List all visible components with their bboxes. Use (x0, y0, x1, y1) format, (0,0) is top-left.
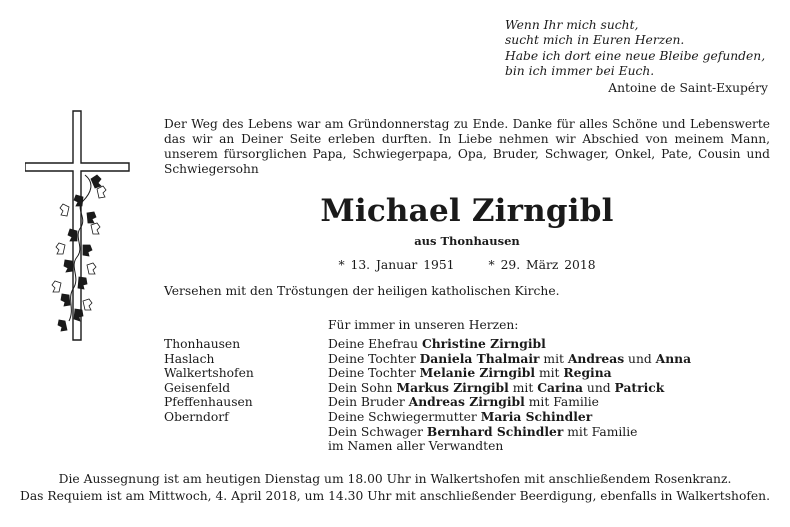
deceased-origin: aus Thonhausen (414, 234, 520, 248)
place-name: Walkertshofen (164, 366, 254, 381)
mourner-line (328, 366, 691, 381)
birth-date: * 13. Januar 1951 (338, 258, 455, 272)
service-info-line: Die Aussegnung ist am heutigen Dienstag um 18.00 Uhr in Walkertshofen mit anschließendem Rosenkranz. (58, 472, 732, 486)
place-name: Thonhausen (164, 337, 241, 351)
mourner-line (328, 352, 691, 367)
deceased-name: Michael Zirngibl (320, 193, 614, 229)
mourner-relation: und (624, 351, 656, 366)
places-list (164, 337, 254, 425)
intro-line: das wir an Deiner Seite erleben durften. In Liebe nehmen wir Abschied von meinem Mann, (164, 132, 770, 147)
mourner-relation: mit Familie (524, 395, 599, 410)
mourner-name: Christine Zirngibl (421, 335, 546, 351)
service-info (0, 471, 790, 505)
place-name: Pfeffenhausen (164, 395, 253, 410)
place-name: Oberndorf (164, 409, 229, 424)
mourner-relation: Deine Tochter (328, 366, 420, 381)
service-info-line: Das Requiem ist am Mittwoch, 4. April 2018, um 14.30 Uhr mit anschließender Beerdigung, ebenfalls in Walkertshofen. (19, 489, 771, 504)
quote-line: bin ich immer bei Euch. (505, 64, 655, 79)
cross-with-ivy-icon (25, 105, 135, 345)
death-date: * 29. März 2018 (488, 258, 596, 272)
mourner-relation: Deine Tochter (328, 351, 420, 366)
mourner-relation: und (583, 380, 615, 395)
mourner-relation: Dein Schwager (328, 424, 427, 439)
mourner-name: Andreas (567, 350, 625, 366)
place-name: Geisenfeld (164, 380, 231, 395)
intro-line: Der Weg des Lebens war am Gründonnerstag zu Ende. Danke für alles Schöne und Lebenswerte (164, 117, 770, 131)
mourner-relation: mit (508, 380, 538, 395)
mourner-rows (328, 337, 691, 454)
sacrament-text: Versehen mit den Tröstungen der heiligen katholischen Kirche. (164, 284, 560, 298)
mourner-relation: Deine Schwiegermutter (328, 409, 481, 424)
mourner-relation: mit (535, 366, 564, 381)
mourner-line (328, 381, 691, 396)
intro-text (164, 117, 770, 177)
mourners-heading: Für immer in unseren Herzen: (328, 318, 519, 332)
mourner-name: Bernhard Schindler (426, 423, 564, 439)
intro-line: Schwiegersohn (164, 162, 259, 177)
mourner-name: Markus Zirngibl (396, 379, 509, 395)
quote-author: Antoine de Saint-Exupéry (608, 81, 768, 95)
mourner-name: Melanie Zirngibl (419, 365, 536, 381)
life-dates (164, 258, 770, 273)
mourner-line (328, 410, 691, 425)
mourner-relation: Dein Sohn (328, 380, 397, 395)
mourners-list (328, 318, 691, 454)
mourner-relation: im Namen aller Verwandten (328, 439, 504, 454)
mourner-name: Daniela Thalmair (419, 350, 540, 366)
place-name: Haslach (164, 351, 215, 366)
quote-line: sucht mich in Euren Herzen. (505, 33, 685, 48)
quote-line: Wenn Ihr mich sucht, (505, 18, 639, 32)
mourner-name: Patrick (614, 379, 665, 395)
mourner-line (328, 337, 691, 352)
mourner-name: Regina (563, 365, 612, 381)
mourner-name: Anna (655, 350, 692, 366)
quote (505, 18, 775, 80)
quote-line: Habe ich dort eine neue Bleibe gefunden, (505, 48, 766, 63)
mourner-name: Carina (537, 379, 584, 395)
mourner-relation: mit Familie (563, 424, 638, 439)
mourner-line (328, 425, 691, 440)
mourner-relation: mit (539, 351, 568, 366)
mourner-name: Maria Schindler (480, 408, 593, 424)
intro-line: unserem fürsorglichen Papa, Schwiegerpapa, Opa, Bruder, Schwager, Onkel, Pate, Cousin und (164, 147, 770, 162)
mourner-relation: Deine Ehefrau (328, 336, 422, 351)
mourner-line (328, 395, 691, 410)
mourner-name: Andreas Zirngibl (408, 394, 525, 410)
mourner-line (328, 439, 691, 454)
mourner-relation: Dein Bruder (328, 395, 409, 410)
